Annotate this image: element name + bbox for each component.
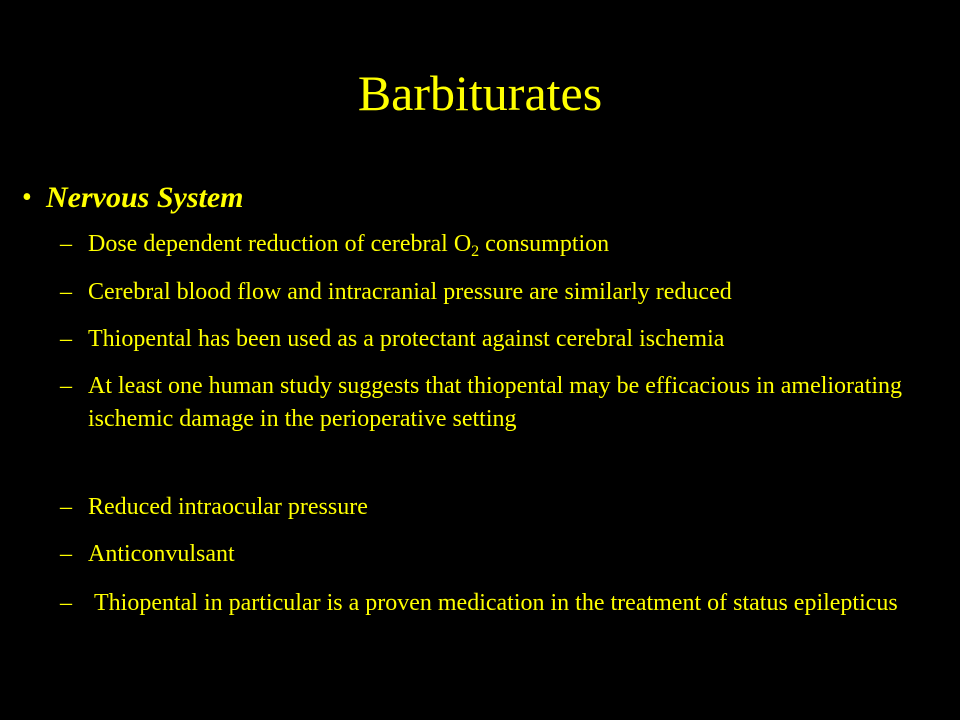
- sub-item-text: At least one human study suggests that thiopental may be efficacious in ameliorating ischemic damage in the perioperative setting: [88, 373, 909, 432]
- sub-item-cerebral-o2: [60, 228, 950, 261]
- bullet-dot-icon: •: [22, 182, 32, 213]
- dash-icon: –: [60, 541, 72, 567]
- sub-item-anticonvulsant: [60, 538, 950, 571]
- sub-item-intraocular: [60, 491, 950, 524]
- sub-item-protectant: [60, 323, 950, 356]
- main-bullet-text: Nervous System: [46, 181, 244, 214]
- dash-icon: –: [60, 590, 72, 616]
- sub-item-blood-flow: [60, 276, 950, 309]
- subscript: 2: [471, 243, 480, 260]
- dash-icon: –: [60, 326, 72, 352]
- dash-icon: –: [60, 494, 72, 520]
- main-bullet: [22, 178, 244, 218]
- sub-item-text: Cerebral blood flow and intracranial pressure are similarly reduced: [88, 279, 732, 305]
- slide-title: Barbiturates: [357, 65, 603, 121]
- sub-item-text: Reduced intraocular pressure: [88, 494, 368, 520]
- sub-item-text: Anticonvulsant: [88, 541, 235, 567]
- dash-icon: –: [60, 231, 72, 257]
- sub-item-human-study: [60, 370, 950, 436]
- sub-item-text: Thiopental in particular is a proven medication in the treatment of status epilepticus: [88, 590, 898, 616]
- dash-icon: –: [60, 373, 72, 399]
- sub-item-text: Dose dependent reduction of cerebral $O_2$ consumption: [88, 231, 610, 260]
- dash-icon: –: [60, 279, 72, 305]
- sub-item-status-epilepticus: [60, 587, 950, 620]
- sub-item-text: Thiopental has been used as a protectant against cerebral ischemia: [88, 326, 725, 352]
